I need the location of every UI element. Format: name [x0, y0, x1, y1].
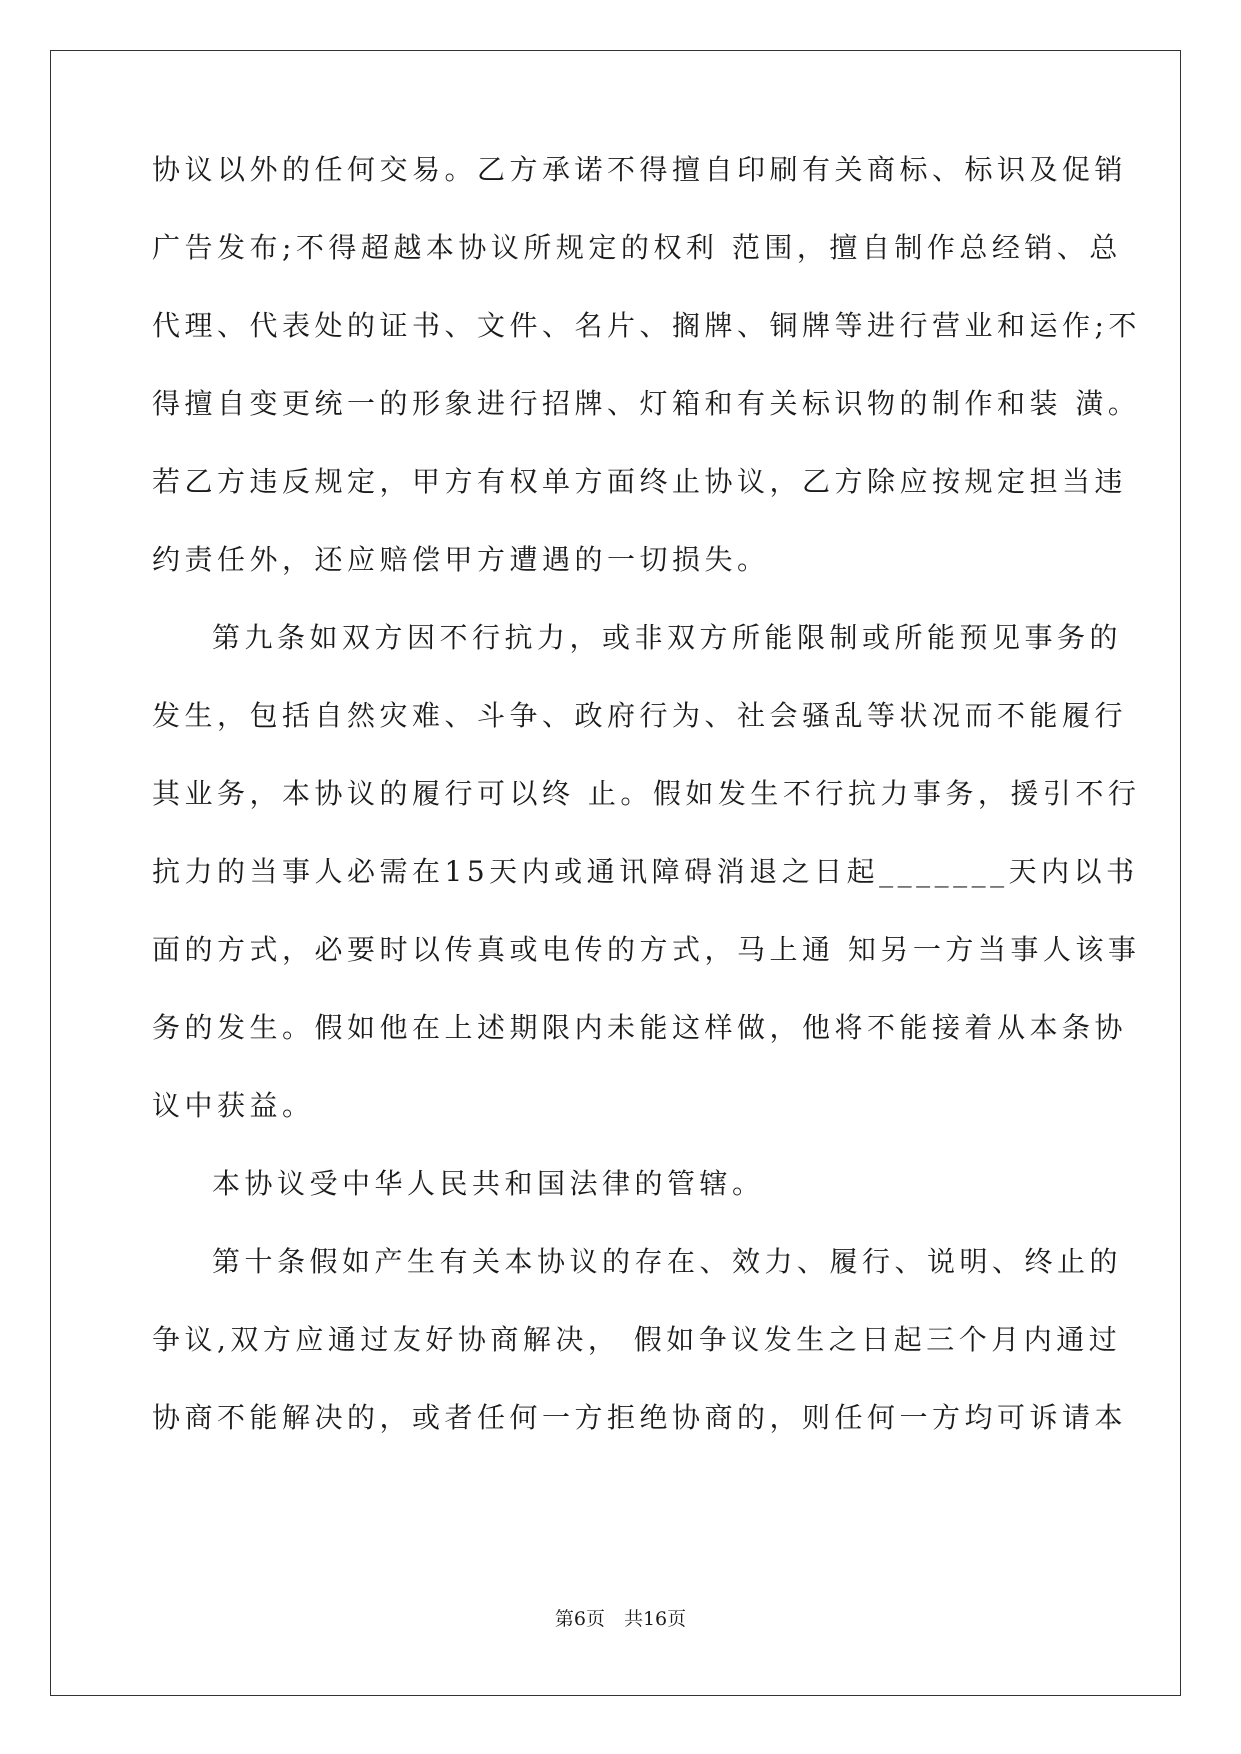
body-text-line: 争议,双方应通过友好协商解决， 假如争议发生之日起三个月内通过 [152, 1323, 1122, 1356]
body-text-line: 发生，包括自然灾难、斗争、政府行为、社会骚乱等状况而不能履行 [152, 699, 1128, 732]
body-text-line: 务的发生。假如他在上述期限内未能这样做，他将不能接着从本条协 [152, 1011, 1128, 1044]
body-text-line: 面的方式，必要时以传真或电传的方式，马上通 知另一方当事人该事 [152, 933, 1141, 966]
body-text-line: 抗力的当事人必需在15天内或通讯障碍消退之日起_______天内以书 [152, 855, 1139, 888]
body-text-line: 若乙方违反规定，甲方有权单方面终止协议，乙方除应按规定担当违 [152, 465, 1128, 498]
paragraph-start-line: 本协议受中华人民共和国法律的管辖。 [212, 1167, 765, 1200]
body-text-line: 其业务，本协议的履行可以终 止。假如发生不行抗力事务，援引不行 [152, 777, 1141, 810]
paragraph-start-line: 第九条如双方因不行抗力，或非双方所能限制或所能预见事务的 [212, 621, 1123, 654]
body-text-line: 代理、代表处的证书、文件、名片、搁牌、铜牌等进行营业和运作;不 [152, 309, 1141, 342]
body-text-line: 协商不能解决的，或者任何一方拒绝协商的，则任何一方均可诉请本 [152, 1401, 1128, 1434]
body-text-line: 议中获益。 [152, 1089, 315, 1122]
body-text-line: 广告发布;不得超越本协议所规定的权利 范围，擅自制作总经销、总 [152, 231, 1122, 264]
body-text-line: 协议以外的任何交易。乙方承诺不得擅自印刷有关商标、标识及促销 [152, 153, 1128, 186]
body-text-line: 得擅自变更统一的形象进行招牌、灯箱和有关标识物的制作和装 潢。 [152, 387, 1141, 420]
body-text-line: 约责任外，还应赔偿甲方遭遇的一切损失。 [152, 543, 770, 576]
page-number-footer: 第6页 共16页 [554, 1608, 687, 1630]
paragraph-start-line: 第十条假如产生有关本协议的存在、效力、履行、说明、终止的 [212, 1245, 1123, 1278]
